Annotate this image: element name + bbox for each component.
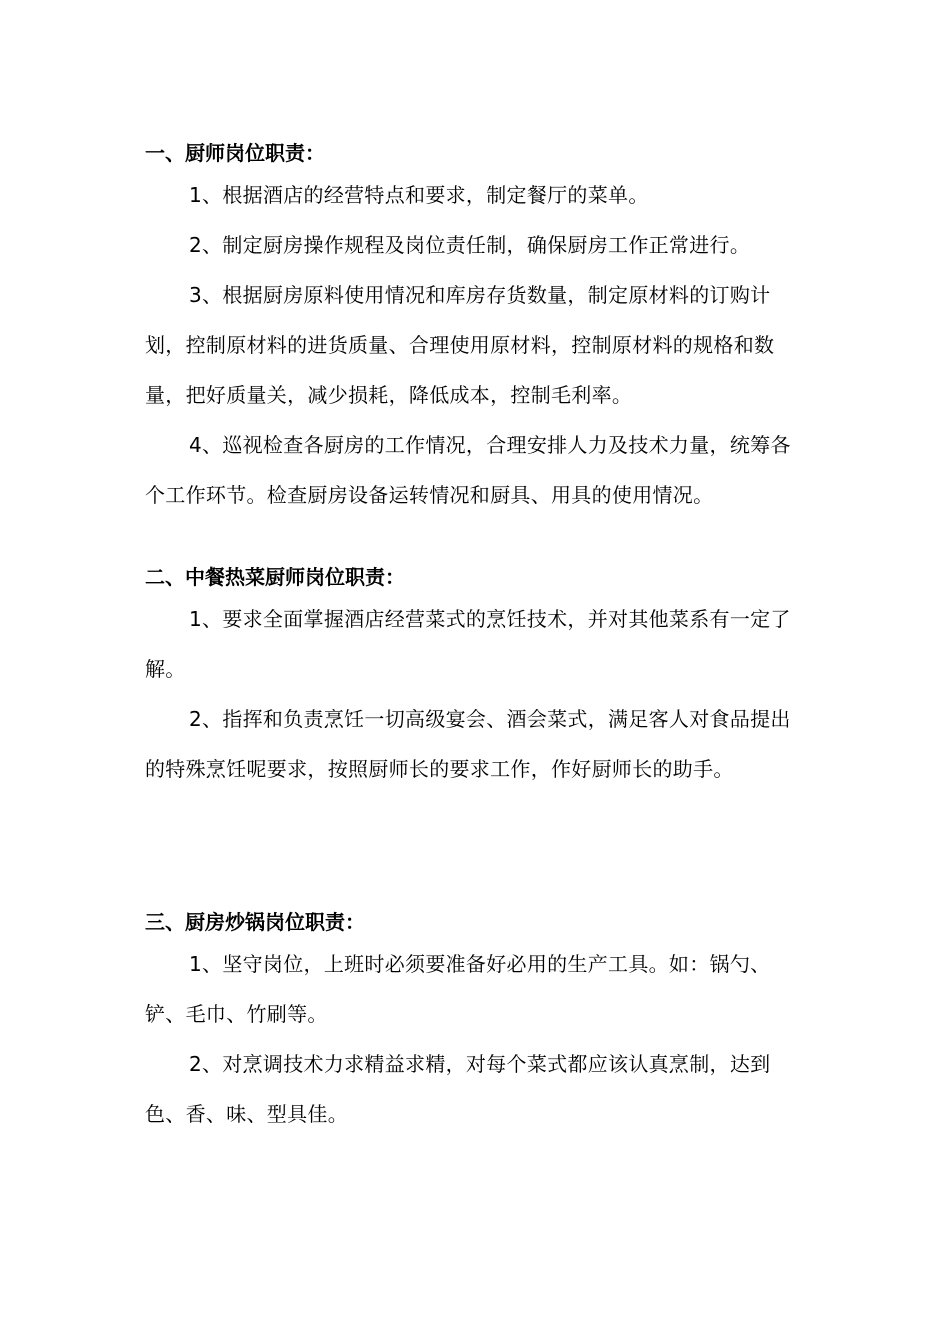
section-heading: 三、厨房炒锅岗位职责： bbox=[145, 910, 365, 934]
duty-item: 4、巡视检查各厨房的工作情况，合理安排人力及技术力量，统筹各个工作环节。检查厨房设备运转情况和厨具、用具的使用情况。 bbox=[145, 433, 791, 507]
section-heading: 二、中餐热菜厨师岗位职责： bbox=[145, 565, 405, 589]
section-chef-duties bbox=[145, 136, 805, 520]
duty-item: 1、要求全面掌握酒店经营菜式的烹饪技术，并对其他菜系有一定了解。 bbox=[145, 607, 791, 681]
duty-item: 3、根据厨房原料使用情况和库房存货数量，制定原材料的订购计划，控制原材料的进货质量、合理使用原材料，控制原材料的规格和数量，把好质量关，减少损耗，降低成本，控制毛利率。 bbox=[145, 283, 775, 407]
duty-item: 2、指挥和负责烹饪一切高级宴会、酒会菜式，满足客人对食品提出的特殊烹饪呢要求，按照厨师长的要求工作，作好厨师长的助手。 bbox=[145, 707, 791, 781]
duty-item: 2、对烹调技术力求精益求精，对每个菜式都应该认真烹制，达到色、香、味、型具佳。 bbox=[145, 1052, 771, 1126]
section-heading: 一、厨师岗位职责： bbox=[145, 141, 325, 165]
duty-item: 1、坚守岗位，上班时必须要准备好必用的生产工具。如：锅勺、铲、毛巾、竹刷等。 bbox=[145, 952, 771, 1026]
section-hot-dish-chef-duties bbox=[145, 560, 805, 794]
duty-item: 2、制定厨房操作规程及岗位责任制，确保厨房工作正常进行。 bbox=[189, 233, 751, 257]
section-wok-station-duties bbox=[145, 905, 805, 1139]
duty-item: 1、根据酒店的经营特点和要求，制定餐厅的菜单。 bbox=[189, 183, 649, 207]
